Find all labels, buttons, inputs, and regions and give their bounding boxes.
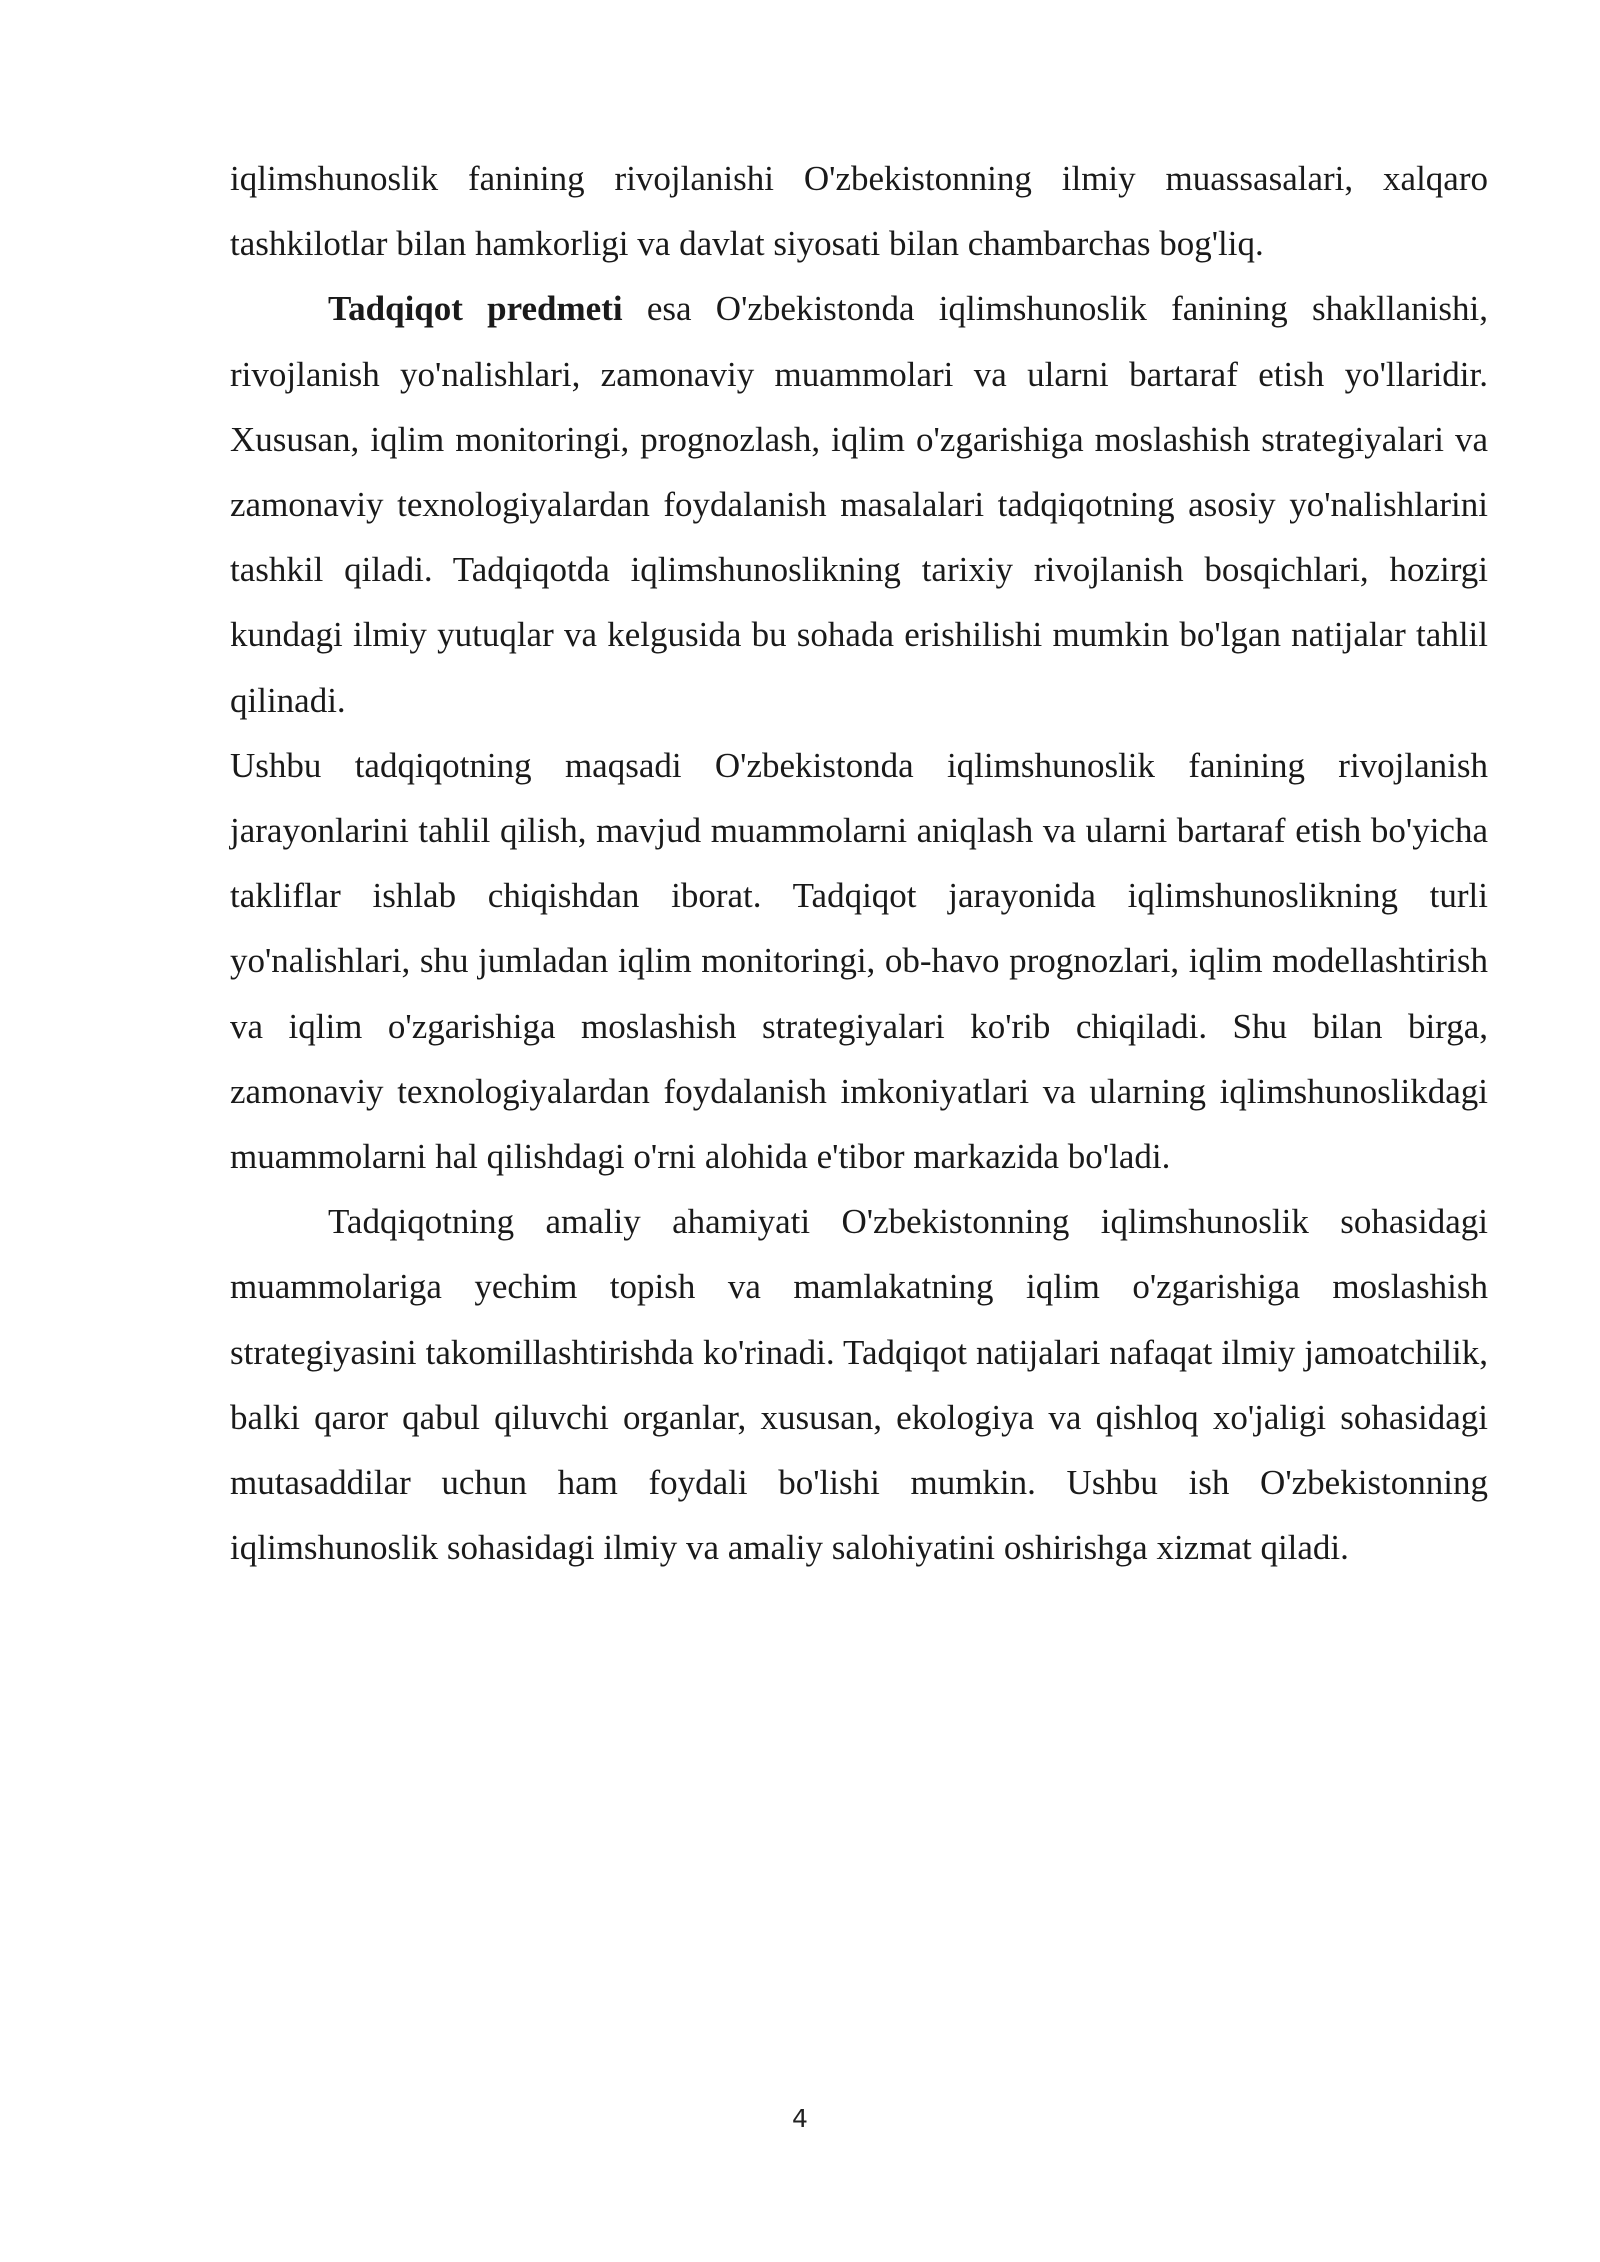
document-page xyxy=(230,146,1488,1580)
paragraph-text: esa O'zbekistonda iqlimshunoslik fanining shakllanishi, rivojlanish yo'nalishlari, zamonaviy muammolari va ularni bartaraf etish yo'llaridir. Xususan, iqlim monitoringi, prognozlash, iqlim o'zgarishiga moslashish strategiyalari va zamonaviy texnologiyalardan foydalanish masalalari tadqiqotning asosiy yo'nalishlarini tashkil qiladi. Tadqiqotda iqlimshunoslikning tarixiy rivojlanish bosqichlari, hozirgi kundagi ilmiy yutuqlar va kelgusida bu sohada erishilishi mumkin bo'lgan natijalar tahlil qilinadi. xyxy=(230,289,1488,720)
paragraph-practical-significance xyxy=(230,1189,1488,1580)
paragraph-continuation xyxy=(230,146,1488,276)
paragraph-bold-lead: Tadqiqot predmeti xyxy=(328,289,623,329)
paragraph-text: Ushbu tadqiqotning maqsadi O'zbekistonda iqlimshunoslik fanining rivojlanish jarayonlarini tahlil qilish, mavjud muammolarni aniqlash va ularni bartaraf etish bo'yicha takliflar ishlab chiqishdan iborat. Tadqiqot jarayonida iqlimshunoslikning turli yo'nalishlari, shu jumladan iqlim monitoringi, ob-havo prognozlari, iqlim modellashtirish va iqlim o'zgarishiga moslashish strategiyalari ko'rib chiqiladi. Shu bilan birga, zamonaviy texnologiyalardan foydalanish imkoniyatlari va ularning iqlimshunoslikdagi muammolarni hal qilishdagi o'rni alohida e'tibor markazida bo'ladi. xyxy=(230,745,1488,1177)
paragraph-text: Tadqiqotning amaliy ahamiyati O'zbekistonning iqlimshunoslik sohasidagi muammolariga yechim topish va mamlakatning iqlim o'zgarishiga moslashish strategiyasini takomillashtirishda ko'rinadi. Tadqiqot natijalari nafaqat ilmiy jamoatchilik, balki qaror qabul qiluvchi organlar, xususan, ekologiya va qishloq xo'jaligi sohasidagi mutasaddilar uchun ham foydali bo'lishi mumkin. Ushbu ish O'zbekistonning iqlimshunoslik sohasidagi ilmiy va amaliy salohiyatini oshirishga xizmat qiladi. xyxy=(230,1202,1488,1568)
paragraph-research-subject xyxy=(230,276,1488,732)
paragraph-research-goal xyxy=(230,733,1488,1189)
paragraph-text: iqlimshunoslik fanining rivojlanishi O'zbekistonning ilmiy muassasalari, xalqaro tashkilotlar bilan hamkorligi va davlat siyosati bilan chambarchas bog'liq. xyxy=(230,159,1488,264)
page-number: 4 xyxy=(792,2104,808,2133)
